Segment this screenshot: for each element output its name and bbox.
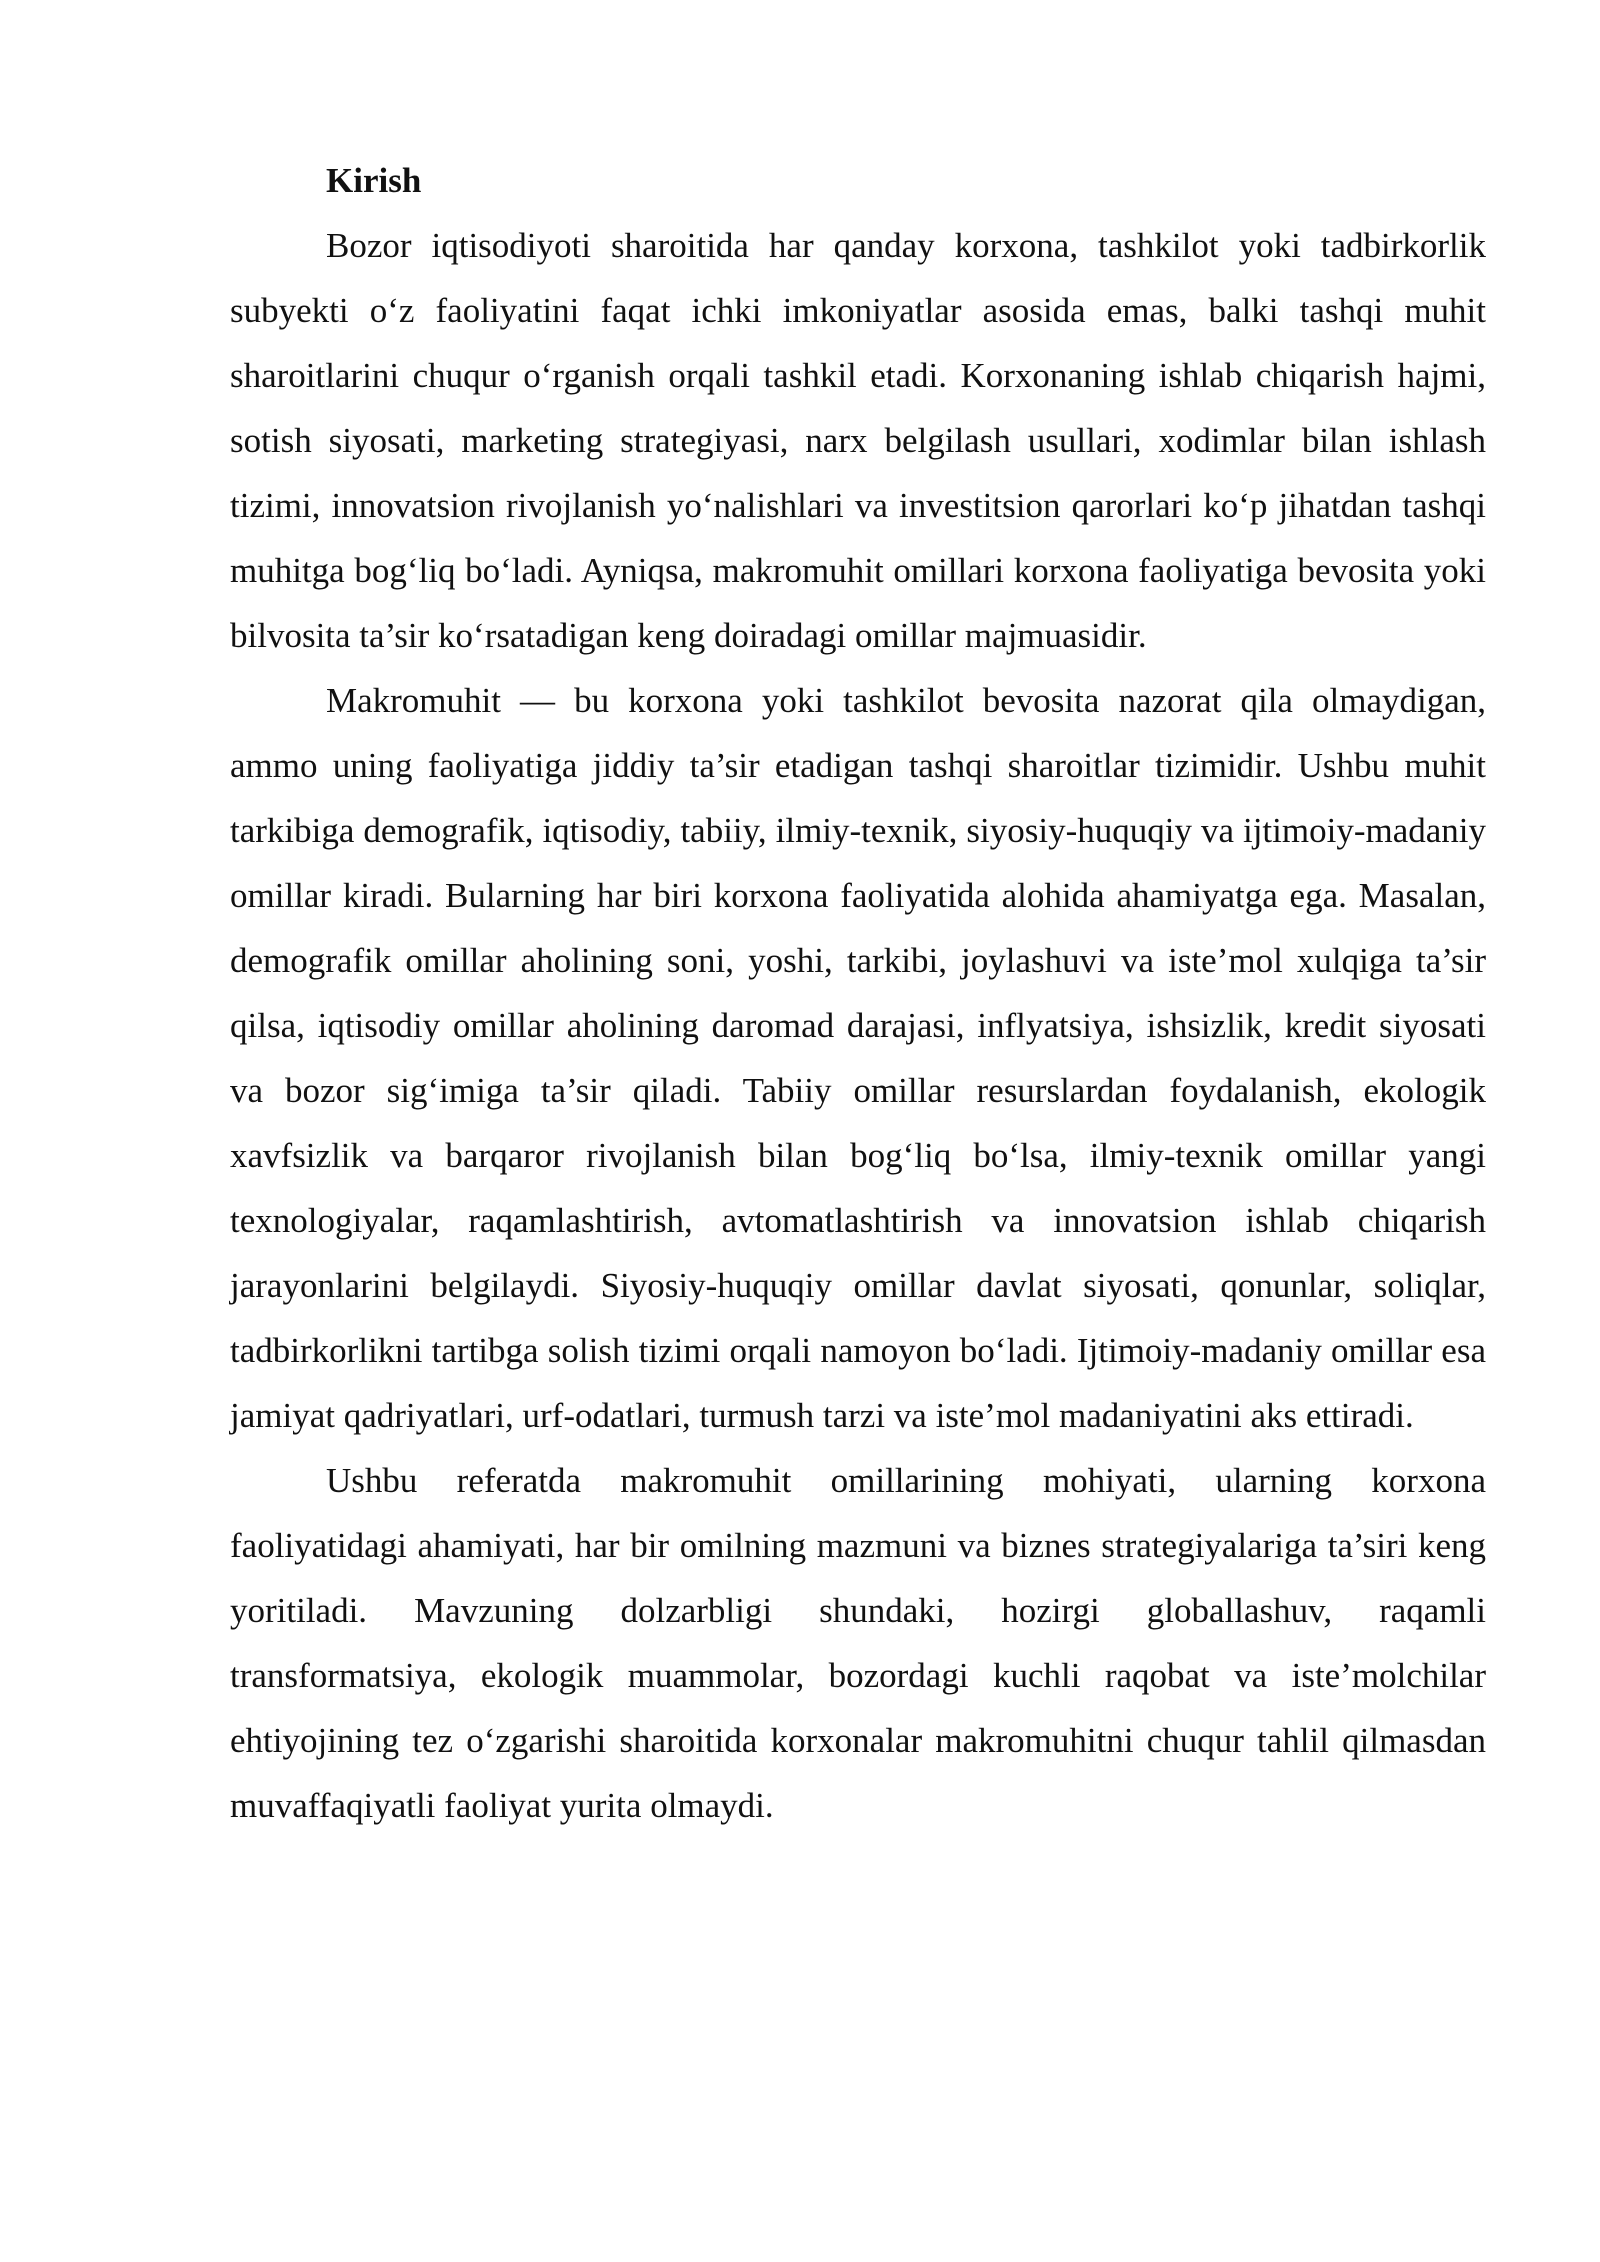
paragraph-3: Ushbu referatda makromuhit omillarining mohiyati, ularning korxona faoliyatidagi ahamiyati, har bir omilning mazmuni va biznes strategiyalariga ta’siri keng yoritiladi. Mavzuning dolzarbligi shundaki, hozirgi globallashuv, raqamli transformatsiya, ekologik muammolar, bozordagi kuchli raqobat va iste’molchilar ehtiyojining tez o‘zgarishi sharoitida korxonalar makromuhitni chuqur tahlil qilmasdan muvaffaqiyatli faoliyat yurita olmaydi.	[230, 1461, 1486, 1825]
document-body	[230, 148, 1486, 1838]
section-heading: Kirish	[326, 161, 422, 200]
paragraph-1: Bozor iqtisodiyoti sharoitida har qanday korxona, tashkilot yoki tadbirkorlik subyekti o‘z faoliyatini faqat ichki imkoniyatlar asosida emas, balki tashqi muhit sharoitlarini chuqur o‘rganish orqali tashkil etadi. Korxonaning ishlab chiqarish hajmi, sotish siyosati, marketing strategiyasi, narx belgilash usullari, xodimlar bilan ishlash tizimi, innovatsion rivojlanish yo‘nalishlari va investitsion qarorlari ko‘p jihatdan tashqi muhitga bog‘liq bo‘ladi. Ayniqsa, makromuhit omillari korxona faoliyatiga bevosita yoki bilvosita ta’sir ko‘rsatadigan keng doiradagi omillar majmuasidir.	[230, 226, 1486, 655]
paragraph-2: Makromuhit — bu korxona yoki tashkilot bevosita nazorat qila olmaydigan, ammo uning faoliyatiga jiddiy ta’sir etadigan tashqi sharoitlar tizimidir. Ushbu muhit tarkibiga demografik, iqtisodiy, tabiiy, ilmiy-texnik, siyosiy-huquqiy va ijtimoiy-madaniy omillar kiradi. Bularning har biri korxona faoliyatida alohida ahamiyatga ega. Masalan, demografik omillar aholining soni, yoshi, tarkibi, joylashuvi va iste’mol xulqiga ta’sir qilsa, iqtisodiy omillar aholining daromad darajasi, inflyatsiya, ishsizlik, kredit siyosati va bozor sig‘imiga ta’sir qiladi. Tabiiy omillar resurslardan foydalanish, ekologik xavfsizlik va barqaror rivojlanish bilan bog‘liq bo‘lsa, ilmiy-texnik omillar yangi texnologiyalar, raqamlashtirish, avtomatlashtirish va innovatsion ishlab chiqarish jarayonlarini belgilaydi. Siyosiy-huquqiy omillar davlat siyosati, qonunlar, soliqlar, tadbirkorlikni tartibga solish tizimi orqali namoyon bo‘ladi. Ijtimoiy-madaniy omillar esa jamiyat qadriyatlari, urf-odatlari, turmush tarzi va iste’mol madaniyatini aks ettiradi.	[230, 681, 1486, 1435]
